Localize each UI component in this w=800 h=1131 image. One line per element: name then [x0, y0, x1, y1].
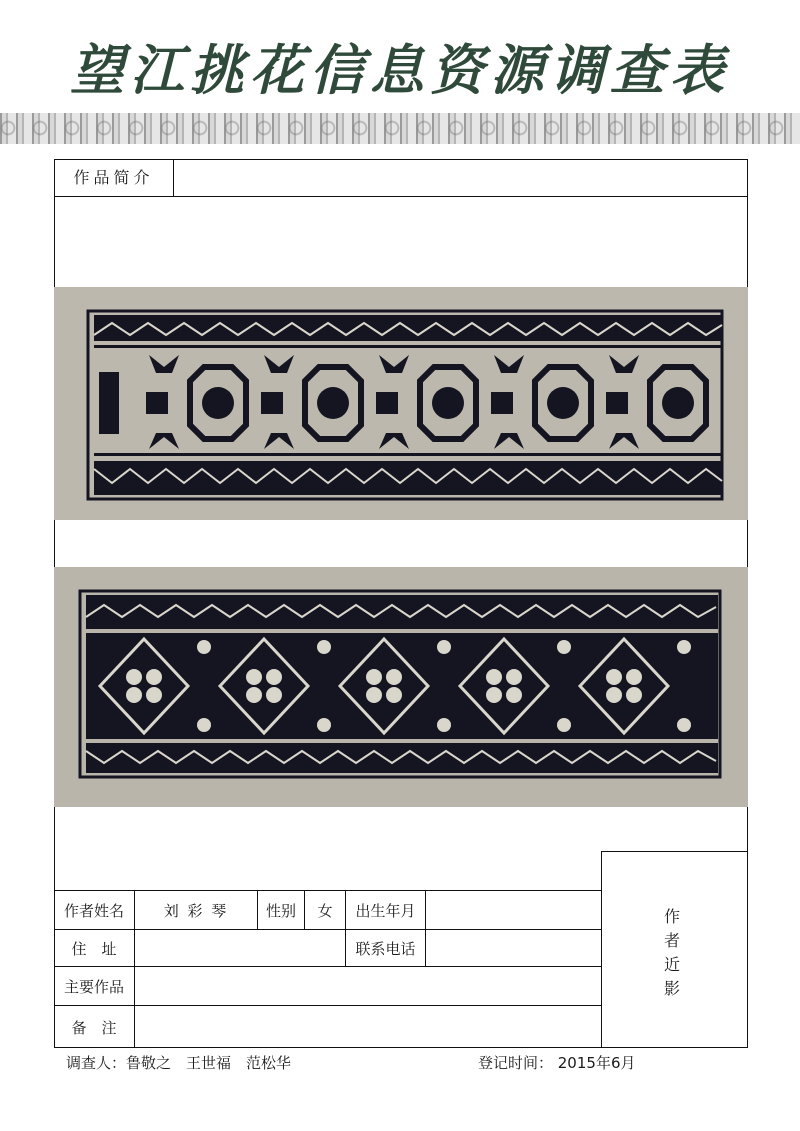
address-label: 住 址 — [71, 939, 117, 958]
notes-label: 备 注 — [71, 1018, 117, 1037]
birth-label: 出生年月 — [355, 901, 416, 920]
page-title: 望江挑花信息资源调查表 — [70, 38, 730, 102]
intro-row — [54, 159, 748, 197]
address-value[interactable] — [135, 930, 345, 966]
author-name-value[interactable]: 刘 彩 琴 — [163, 901, 229, 920]
decorative-border-band — [0, 113, 800, 144]
author-name-label: 作者姓名 — [63, 901, 124, 920]
phone-value[interactable] — [426, 930, 601, 966]
embroidery-photo-2 — [54, 567, 748, 807]
intro-label: 作品简介 — [54, 159, 174, 196]
gender-label: 性别 — [265, 901, 296, 920]
embroidery-photo-1 — [54, 287, 748, 520]
birth-value[interactable] — [426, 891, 601, 929]
works-value[interactable] — [135, 967, 601, 1005]
investigators-text: 调查人：鲁敬之 王世福 范松华 — [66, 1054, 292, 1072]
register-time-text: 登记时间： 2015年6月 — [478, 1054, 636, 1072]
phone-label: 联系电话 — [355, 939, 416, 958]
portrait-label: 作者近影 — [663, 907, 680, 998]
gender-value[interactable]: 女 — [317, 901, 333, 920]
works-label: 主要作品 — [63, 977, 124, 996]
notes-value[interactable] — [135, 1006, 601, 1048]
